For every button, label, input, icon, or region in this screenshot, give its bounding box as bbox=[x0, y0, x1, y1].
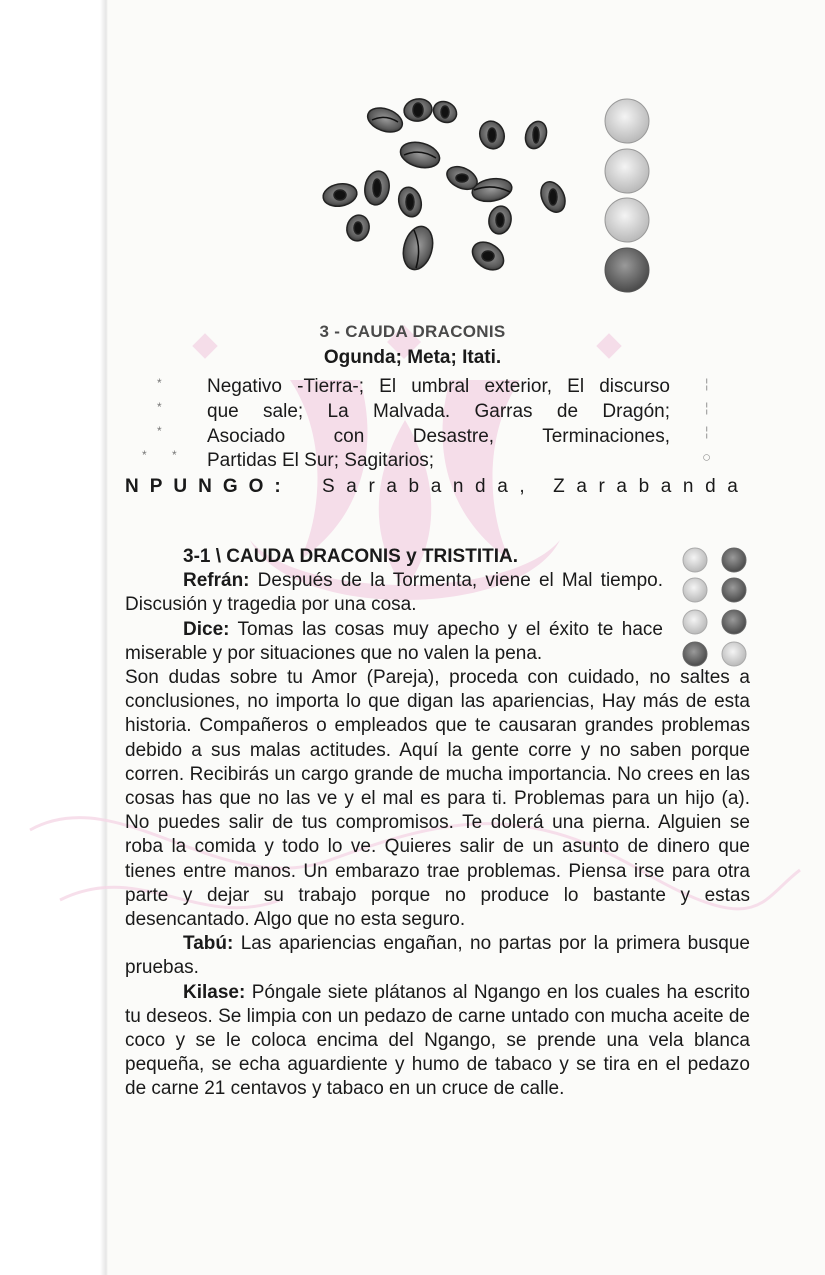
refran-paragraph bbox=[125, 569, 663, 617]
subsection-heading: 3-1 \ CAUDA DRACONIS y TRISTITIA. bbox=[183, 546, 518, 567]
cowrie-shell-icon bbox=[362, 169, 392, 207]
asterisk-icon: * bbox=[157, 376, 162, 390]
cowrie-shell-icon bbox=[522, 118, 550, 151]
stroke-mark-icon: ¦ bbox=[705, 424, 709, 439]
refran-label: Refrán: bbox=[183, 570, 250, 592]
dice-paragraph bbox=[125, 618, 663, 666]
dice-continuation: Son dudas sobre tu Amor (Pareja), proceda con cuidado, no saltes a conclusiones, no importa lo que digan las apariencias, Hay más de esta historia. Compañeros o empleados que te causaran grandes problemas debido a sus malas actitudes. Aquí la gente corre y no saben porque corren. Recibirás un cargo grande de mucha importancia. No crees en las cosas has que no las ve y el mal es para ti. Problemas para un hijo (a). No puedes salir de tus compromisos. Te dolerá una pierna. Alguien se roba la comida y todo lo ve. Quieres salir de un asunto de dinero que tienes entre manos. Un embarazo trae problemas. Piensa irse para otra parte y dejar su trabajo porque no produce lo bastante y estas desencantado. Algo que no esta seguro. bbox=[125, 667, 750, 931]
dice-text: Tomas las cosas muy apecho y el éxito te hace miserable y por situaciones que no valen la pena. bbox=[125, 618, 663, 664]
npungo-value: Sarabanda, Zarabanda bbox=[322, 476, 750, 497]
tabu-label: Tabú: bbox=[183, 933, 234, 955]
light-mark-icon bbox=[605, 99, 649, 143]
top-marks-column bbox=[598, 96, 658, 296]
kilase-paragraph bbox=[125, 981, 750, 1102]
cowrie-shell-icon bbox=[395, 185, 424, 220]
ring-mark-icon: ○ bbox=[702, 449, 712, 466]
cowrie-shell-icon bbox=[430, 97, 461, 126]
cowrie-shell-icon bbox=[476, 118, 508, 153]
asterisk-icon: * bbox=[157, 424, 162, 438]
dark-mark-icon bbox=[605, 248, 649, 292]
cowrie-shell-icon bbox=[467, 236, 509, 275]
description-line: Negativo -Tierra-; El umbral exterior, El discurso bbox=[207, 376, 670, 397]
asterisk-icon: * bbox=[157, 400, 162, 414]
light-mark-icon bbox=[605, 198, 649, 242]
description-line: Partidas El Sur; Sagitarios; bbox=[207, 450, 435, 471]
section-subtitle: Ogunda; Meta; Itati. bbox=[323, 347, 502, 368]
cowrie-shell-icon bbox=[402, 97, 433, 124]
cowrie-shell-icon bbox=[399, 223, 437, 273]
cowrie-shell-icon bbox=[344, 213, 372, 244]
asterisk-icon: * bbox=[142, 448, 147, 462]
tabu-text: Las apariencias engañan, no partas por la primera busque pruebas. bbox=[125, 933, 750, 979]
asterisk-icon: * bbox=[172, 448, 177, 462]
tabu-paragraph bbox=[125, 932, 750, 980]
light-mark-icon bbox=[605, 149, 649, 193]
cowrie-shell-icon bbox=[321, 181, 358, 209]
npungo-label: NPUNGO: bbox=[125, 476, 292, 497]
stroke-mark-icon: ¦ bbox=[705, 376, 709, 391]
refran-text: Después de la Tormenta, viene el Mal tiempo. Discusión y tragedia por una cosa. bbox=[125, 570, 663, 616]
dice-label: Dice: bbox=[183, 618, 230, 640]
description-line: que sale; La Malvada. Garras de Dragón; bbox=[207, 401, 670, 422]
stroke-mark-icon: ¦ bbox=[705, 400, 709, 415]
description-line: Asociado con Desastre, Terminaciones, bbox=[207, 426, 670, 447]
cowrie-shell-icon bbox=[364, 104, 405, 137]
cowrie-shell-icon bbox=[536, 178, 569, 216]
kilase-text: Póngale siete plátanos al Ngango en los cuales ha escrito tu deseos. Se limpia con un pedazo de carne untado con mucha aceite de coco y se le coloca encima del Ngango, se prende una vela blanca pequeña, se echa aguardiente y humo de tabaco y se tira en el pedazo de carne 21 centavos y tabaco en un cruce de calle. bbox=[125, 981, 750, 1100]
cowrie-shell-icon bbox=[398, 138, 443, 172]
reading-body bbox=[125, 545, 750, 1102]
cowrie-shells-figure bbox=[310, 90, 590, 290]
section-title: 3 - CAUDA DRACONIS bbox=[319, 322, 506, 341]
npungo-line bbox=[125, 476, 753, 498]
kilase-label: Kilase: bbox=[183, 981, 246, 1003]
cowrie-shell-icon bbox=[487, 204, 514, 235]
